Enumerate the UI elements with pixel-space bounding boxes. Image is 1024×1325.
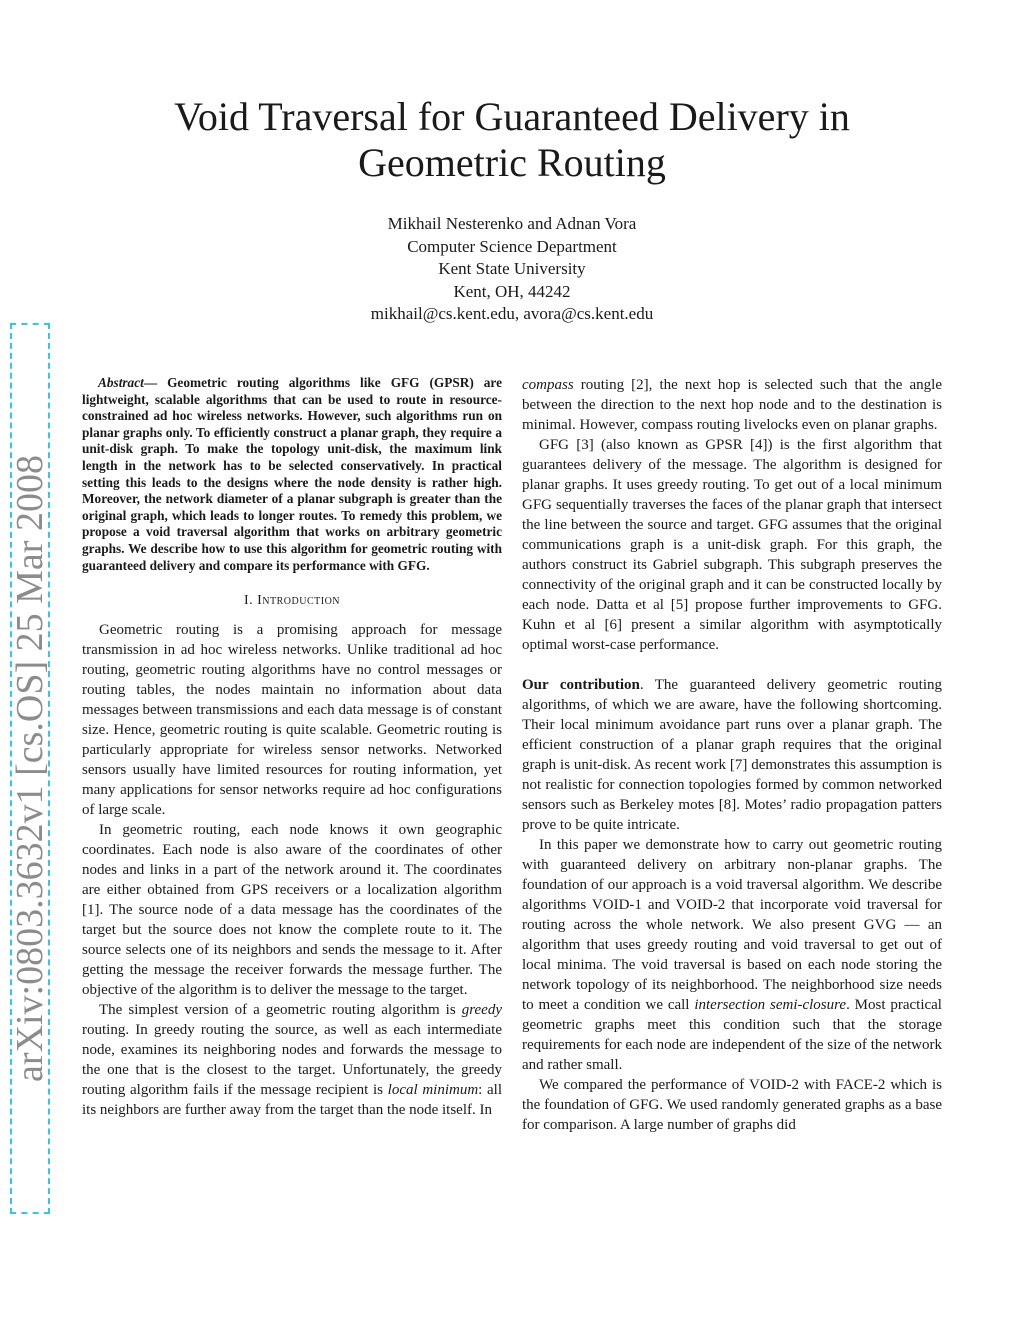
emphasis-intersection-semi-closure: intersection semi-closure (694, 997, 847, 1013)
text-run: The simplest version of a geometric routing algorithm is (99, 1002, 462, 1019)
intro-paragraph-3 (82, 1000, 502, 1120)
arxiv-identifier-stamp: arXiv:0803.3632v1 [cs.OS] 25 Mar 2008 (8, 321, 52, 1216)
text-run: . Most practical geometric graphs meet this condition such that the storage requirements for each node are independent of the size of the network and rather small. (522, 997, 942, 1073)
right-column (522, 375, 942, 1135)
intro-paragraph-1: Geometric routing is a promising approach for message transmission in ad hoc wireless networks. Unlike traditional ad hoc routing, geometric routing algorithms have no control messages or routing tables, the nodes maintain no information about data messages between transmissions and each data message is of constant size. Hence, geometric routing is quite scalable. Geometric routing is particularly appropriate for wireless sensor networks. Networked sensors usually have limited resources for routing information, yet many applications for sensor networks require ad hoc configurations of large scale. (82, 622, 502, 819)
text-run: routing. In greedy routing the source, as well as each intermediate node, examines its neighboring nodes and forwards the message to the one that is the closest to the target. Unfortunately, the greedy routing algorithm fails if the message recipient is (82, 1022, 502, 1099)
abstract-text: Geometric routing algorithms like GFG (GPSR) are lightweight, scalable algorithms that can be used to route in resource-constrained ad hoc wireless networks. However, such algorithms run on planar graphs only. To efficiently construct a planar graph, they require a unit-disk graph. To make the topology unit-disk, the maximum link length in the network has to be selected conservatively. In practical setting this leads to the designs where the node density is rather high. Moreover, the network diameter of a planar subgraph is greater than the original graph, which leads to longer routes. To remedy this problem, we propose a void traversal algorithm that works on arbitrary geometric graphs. We describe how to use this algorithm for geometric routing with guaranteed delivery and compare its performance with GFG. (82, 375, 502, 573)
author-emails: mikhail@cs.kent.edu, avora@cs.kent.edu (370, 304, 654, 323)
abstract-label: Abstract (98, 375, 144, 390)
emphasis-local-minimum: local minimum (387, 1082, 479, 1099)
author-block (262, 213, 762, 326)
abstract: Abstract— Geometric routing algorithms like GFG (GPSR) are lightweight, scalable algorithms that can be used to route in resource-constrained ad hoc wireless networks. However, such algorithms run on planar graphs only. To efficiently construct a planar graph, they require a unit-disk graph. To make the topology unit-disk, the maximum link length in the network has to be selected conservatively. In practical setting this leads to the designs where the node density is rather high. Moreover, the network diameter of a planar subgraph is greater than the original graph, which leads to longer routes. To remedy this problem, we propose a void traversal algorithm that works on arbitrary geometric graphs. We describe how to use this algorithm for geometric routing with guaranteed delivery and compare its performance with GFG. (82, 375, 502, 573)
text-run: In this paper we demonstrate how to carry out geometric routing with guaranteed delivery on arbitrary non-planar graphs. The foundation of our approach is a void traversal algorithm. We describe algorithms VOID-1 and VOID-2 that incorporate void traversal for routing across the whole network. We also present GVG — an algorithm that uses greedy routing and void traversal to get out of local minima. The void traversal is based on each node storing the network topology of its neighborhood. The neighborhood size needs to meet a condition we call (522, 837, 942, 1013)
author-department: Computer Science Department (407, 236, 617, 256)
paper-title: Void Traversal for Guaranteed Delivery in Geometric Routing (174, 94, 850, 185)
emphasis-compass: compass (522, 377, 574, 393)
text-run: : all its neighbors are further away from the target than the node itself. In (82, 1082, 502, 1119)
author-university: Kent State University (438, 259, 586, 278)
comparison-paragraph: We compared the performance of VOID-2 with FACE-2 which is the foundation of GFG. We used randomly generated graphs as a base for comparison. A large number of graphs did (522, 1077, 942, 1133)
author-names: Mikhail Nesterenko and Adnan Vora (387, 214, 637, 233)
intro-paragraph-gfg: GFG [3] (also known as GPSR [4]) is the first algorithm that guarantees delivery of the message. The algorithm is designed for planar graphs. It uses greedy routing. To get out of a local minimum GFG sequentially traverses the faces of the planar graph that intersect the line between the source and target. GFG assumes that the original communications graph is a unit-disk graph. For this graph, the authors construct its Gabriel subgraph. This subgraph preserves the connectivity of the original graph and it can be constructed locally by each node. Datta et al [5] propose further improvements to GFG. Kuhn et al [6] present a similar algorithm with asymptotically optimal worst-case performance. (522, 437, 942, 653)
left-column (82, 375, 502, 1120)
text-run: routing [2], the next hop is selected such that the angle between the direction to the next hop node and to the destination is minimal. However, compass routing livelocks even on planar graphs. (522, 377, 942, 433)
text-run: . The guaranteed delivery geometric routing algorithms, of which we are aware, have the following shortcoming. Their local minimum avoidance part runs over a planar graph. The efficient construction of a planar graph requires that the original graph is unit-disk. As recent work [7] demonstrates this assumption is not realistic for connection topologies formed by common networked sensors such as Berkeley motes [8]. Motes’ radio propagation patters prove to be quite intricate. (522, 677, 943, 833)
emphasis-greedy: greedy (461, 1002, 502, 1019)
author-location: Kent, OH, 44242 (453, 281, 571, 301)
section-heading-introduction: I. Introduction (243, 593, 341, 609)
contribution-label: Our contribution (522, 677, 640, 693)
intro-paragraph-3-continued (522, 375, 942, 435)
contribution-paragraph (522, 675, 942, 835)
intro-paragraph-2: In geometric routing, each node knows it own geographic coordinates. Each node is also aware of the coordinates of other nodes and links in a part of the network around it. The coordinates are either obtained from GPS receivers or a localization algorithm [1]. The source node of a data message has the coordinates of the target but the source does not know the complete route to it. The source selects one of its neighbors and sends the message to it. After getting the message the receiver forwards the message further. The objective of the algorithm is to deliver the message to the target. (82, 822, 502, 999)
contribution-paragraph-2 (522, 835, 942, 1075)
